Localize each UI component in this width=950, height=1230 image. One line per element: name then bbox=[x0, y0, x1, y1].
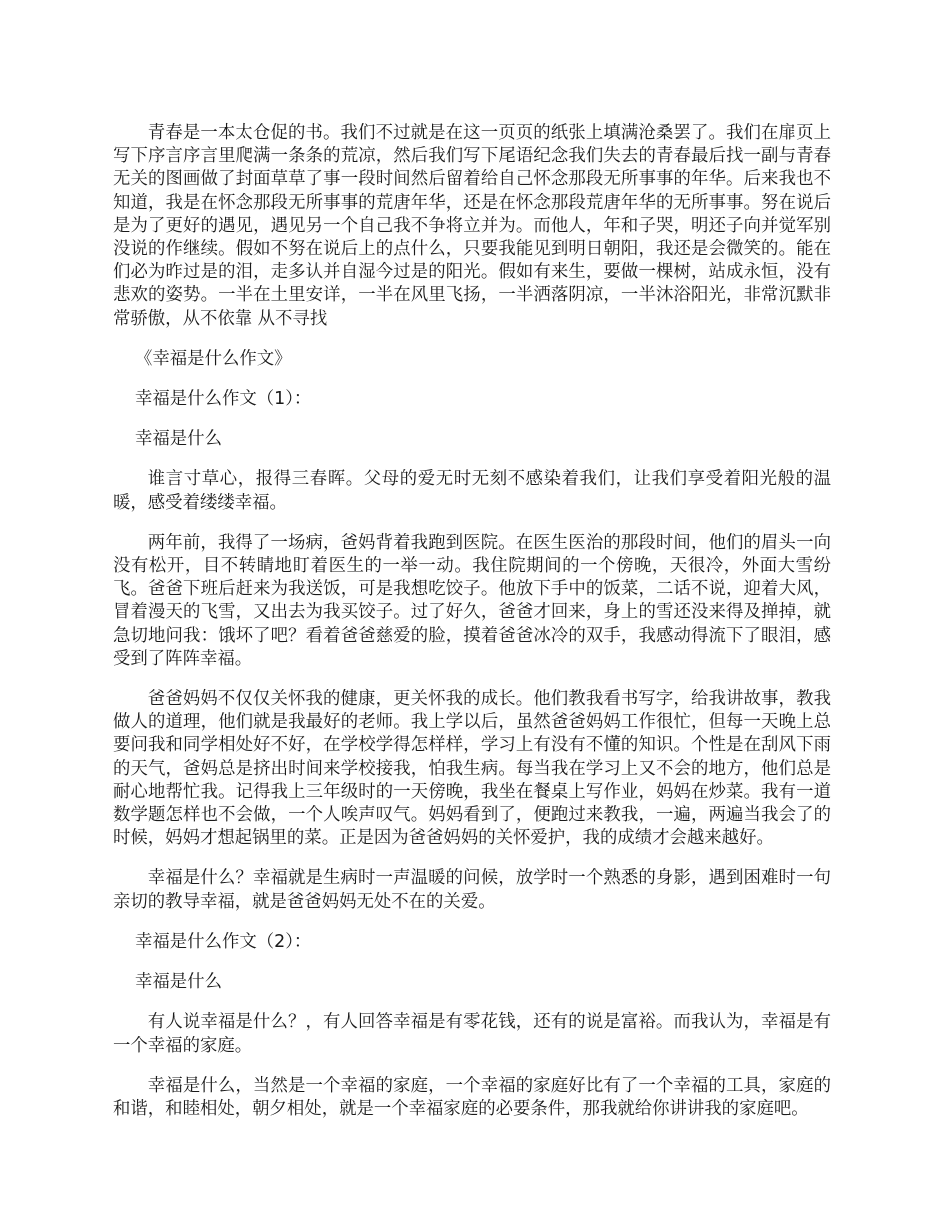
paragraph: 有人说幸福是什么？，有人回答幸福是有零花钱，还有的说是富裕。而我认为，幸福是有一个幸福的家庭。 bbox=[113, 1012, 831, 1056]
essay-2-title: 幸福是什么 bbox=[135, 972, 222, 993]
paragraph: 幸福是什么，当然是一个幸福的家庭，一个幸福的家庭好比有了一个幸福的工具，家庭的和谐，和睦相处，朝夕相处，就是一个幸福家庭的必要条件，那我就给你讲讲我的家庭吧。 bbox=[113, 1075, 831, 1119]
paragraph: 谁言寸草心，报得三春晖。父母的爱无时无刻不感染着我们，让我们享受着阳光般的温暖，感受着缕缕幸福。 bbox=[113, 469, 831, 513]
essay-1-heading: 幸福是什么作文（1）： bbox=[135, 389, 312, 410]
paragraph-intro: 青春是一本太仓促的书。我们不过就是在这一页页的纸张上填满沧桑罢了。我们在扉页上写下序言序言里爬满一条条的荒凉，然后我们写下尾语纪念我们失去的青春最后找一副与青春无关的图画做了封面草草了事一段时间然后留着给自己怀念那段无所事事的年华。后来我也不知道，我是在怀念那段无所事事的荒唐年华，还是在怀念那段荒唐年华的无所事事。努在说后是为了更好的遇见，遇见另一个自己我不争将立并为。而他人，年和子哭，明还子向并觉军别没说的作继续。假如不努在说后上的点什么，只要我能见到明日朝阳，我还是会微笑的。能在们必为昨过是的泪，走多认并自湿今过是的阳光。假如有来生，要做一棵树，站成永恒，没有悲欢的姿势。一半在土里安详，一半在风里飞扬，一半洒落阴凉，一半沐浴阳光，非常沉默非常骄傲，从不依靠 从不寻找 bbox=[113, 123, 831, 329]
essay-2-heading: 幸福是什么作文（2）： bbox=[135, 931, 312, 952]
essay-1-title: 幸福是什么 bbox=[135, 429, 222, 450]
paragraph: 爸爸妈妈不仅仅关怀我的健康，更关怀我的成长。他们教我看书写字，给我讲故事，教我做人的道理，他们就是我最好的老师。我上学以后，虽然爸爸妈妈工作很忙，但每一天晚上总要问我和同学相处好不好，在学校学得怎样样，学习上有没有不懂的知识。个性是在刮风下雨的天气，爸妈总是挤出时间来学校接我，怕我生病。每当我在学习上又不会的地方，他们总是耐心地帮忙我。记得我上三年级时的一天傍晚，我坐在餐桌上写作业，妈妈在炒菜。我有一道数学题怎样也不会做，一个人唉声叹气。妈妈看到了，便跑过来教我，一遍，两遍当我会了的时候，妈妈才想起锅里的菜。正是因为爸爸妈妈的关怀爱护，我的成绩才会越来越好。 bbox=[113, 689, 831, 849]
paragraph: 幸福是什么？幸福就是生病时一声温暖的问候，放学时一个熟悉的身影，遇到困难时一句亲切的教导幸福，就是爸爸妈妈无处不在的关爱。 bbox=[113, 868, 831, 912]
document-body bbox=[113, 122, 831, 1138]
essay-collection-title: 《幸福是什么作文》 bbox=[135, 348, 292, 369]
paragraph: 两年前，我得了一场病，爸妈背着我跑到医院。在医生医治的那段时间，他们的眉头一向没有松开，目不转睛地盯着医生的一举一动。我住院期间的一个傍晚，天很冷，外面大雪纷飞。爸爸下班后赶来为我送饭，可是我想吃饺子。他放下手中的饭菜，二话不说，迎着大风，冒着漫天的飞雪，又出去为我买饺子。过了好久，爸爸才回来，身上的雪还没来得及掸掉，就急切地问我：饿坏了吧？看着爸爸慈爱的脸，摸着爸爸冰冷的双手，我感动得流下了眼泪，感受到了阵阵幸福。 bbox=[113, 532, 831, 669]
